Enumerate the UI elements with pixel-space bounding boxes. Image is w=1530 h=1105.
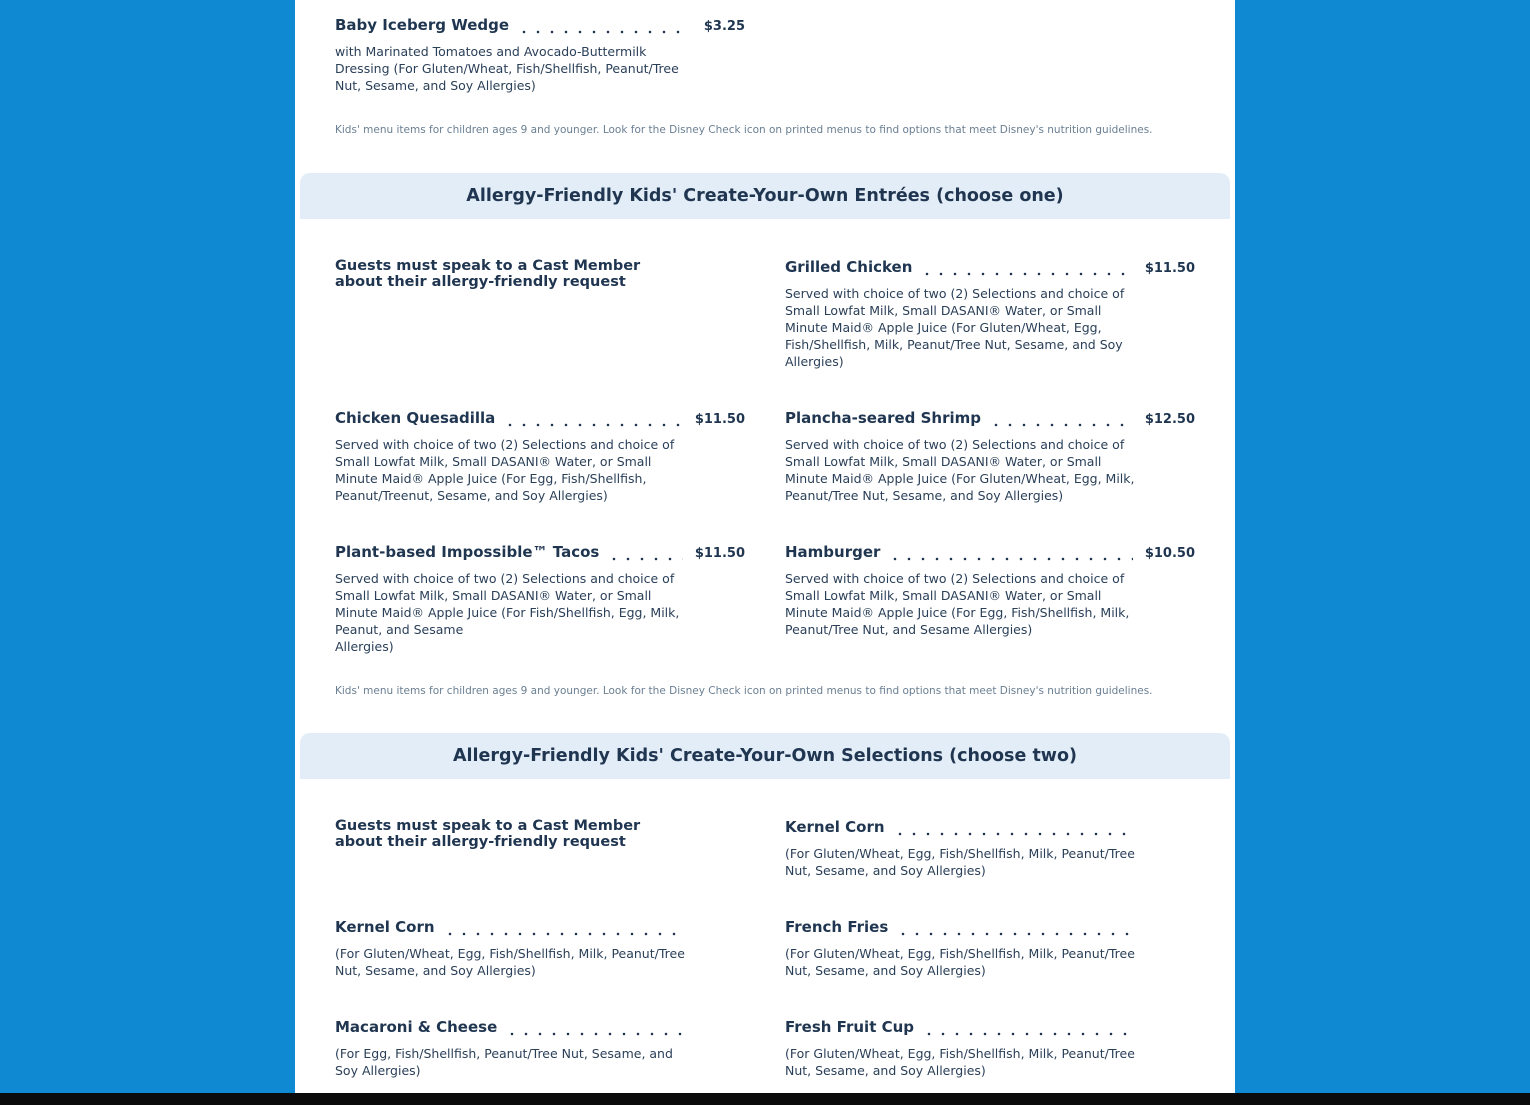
leader-dots [443, 926, 683, 936]
item-description: Served with choice of two (2) Selections and choice of Small Lowfat Milk, Small DASANI® Water, or Small Minute Maid® Apple Juice (For Fish/Shellfish, Egg, Milk, Peanut, and Sesame Allergies) [335, 571, 680, 654]
menu-item [785, 916, 1195, 979]
leader-dots [989, 417, 1133, 427]
leader-dots [922, 1026, 1133, 1036]
item-price: $11.50 [694, 546, 745, 561]
item-name: Fresh Fruit Cup [785, 1018, 915, 1036]
item-name: Kernel Corn [785, 818, 885, 836]
guest-notice: Guests must speak to a Cast Member about their allergy-friendly request [335, 258, 641, 290]
menu-item [785, 1016, 1195, 1079]
section-header-entrees: Allergy-Friendly Kids' Create-Your-Own Entrées (choose one) [300, 173, 1230, 219]
item-name: Grilled Chicken [785, 258, 913, 276]
item-description: (For Gluten/Wheat, Egg, Fish/Shellfish, Milk, Peanut/Tree Nut, Sesame, and Soy Allergies) [785, 946, 1135, 978]
item-description: (For Gluten/Wheat, Egg, Fish/Shellfish, Milk, Peanut/Tree Nut, Sesame, and Soy Allergies) [785, 846, 1135, 878]
item-description: with Marinated Tomatoes and Avocado-Buttermilk Dressing (For Gluten/Wheat, Fish/Shellfish, Peanut/Tree Nut, Sesame, and Soy Allergies) [335, 44, 679, 93]
menu-page [295, 0, 1235, 1093]
bottom-bar [0, 1093, 1530, 1105]
kids-menu-note: Kids' menu items for children ages 9 and younger. Look for the Disney Check icon on printed menus to find options that meet Disney's nutrition guidelines. [335, 124, 1153, 136]
menu-item [785, 407, 1195, 504]
leader-dots [505, 1026, 683, 1036]
menu-item [335, 14, 745, 94]
menu-item [785, 256, 1195, 370]
leader-dots [888, 551, 1133, 561]
item-description: Served with choice of two (2) Selections and choice of Small Lowfat Milk, Small DASANI® Water, or Small Minute Maid® Apple Juice (For Egg, Fish/Shellfish, Peanut/Treenut, Sesame, and Soy Allergies) [335, 437, 675, 503]
menu-item [335, 916, 745, 979]
menu-item [335, 541, 745, 655]
item-name: Hamburger [785, 543, 881, 561]
kids-menu-note: Kids' menu items for children ages 9 and younger. Look for the Disney Check icon on printed menus to find options that meet Disney's nutrition guidelines. [335, 685, 1153, 697]
item-price: $10.50 [1144, 546, 1195, 561]
item-name: Kernel Corn [335, 918, 435, 936]
item-description: (For Gluten/Wheat, Egg, Fish/Shellfish, Milk, Peanut/Tree Nut, Sesame, and Soy Allergies) [785, 1046, 1135, 1078]
leader-dots [920, 266, 1133, 276]
leader-dots [896, 926, 1133, 936]
menu-item [785, 541, 1195, 638]
guest-notice: Guests must speak to a Cast Member about their allergy-friendly request [335, 818, 641, 850]
item-name: Macaroni & Cheese [335, 1018, 498, 1036]
item-description: Served with choice of two (2) Selections and choice of Small Lowfat Milk, Small DASANI® Water, or Small Minute Maid® Apple Juice (For Gluten/Wheat, Egg, Milk, Peanut/Tree Nut, Sesame, and Soy Allergies) [785, 437, 1135, 503]
menu-item [785, 816, 1195, 879]
item-name: Plancha-seared Shrimp [785, 409, 981, 427]
item-price: $11.50 [694, 412, 745, 427]
item-name: Plant-based Impossible™ Tacos [335, 543, 600, 561]
item-description: Served with choice of two (2) Selections and choice of Small Lowfat Milk, Small DASANI® Water, or Small Minute Maid® Apple Juice (For Egg, Fish/Shellfish, Milk, Peanut/Tree Nut, and Sesame Allergies) [785, 571, 1130, 637]
menu-item [335, 407, 745, 504]
item-price: $11.50 [1144, 261, 1195, 276]
section-header-selections: Allergy-Friendly Kids' Create-Your-Own Selections (choose two) [300, 733, 1230, 779]
item-price: $12.50 [1144, 412, 1195, 427]
menu-item [335, 1016, 745, 1079]
item-name: Baby Iceberg Wedge [335, 16, 510, 34]
item-description: (For Egg, Fish/Shellfish, Peanut/Tree Nut, Sesame, and Soy Allergies) [335, 1046, 673, 1078]
leader-dots [607, 551, 683, 561]
item-price: $3.25 [703, 19, 745, 34]
item-description: Served with choice of two (2) Selections and choice of Small Lowfat Milk, Small DASANI® Water, or Small Minute Maid® Apple Juice (For Gluten/Wheat, Egg, Fish/Shellfish, Milk, Peanut/Tree Nut, Sesame, and Soy Allergies) [785, 286, 1125, 369]
item-name: French Fries [785, 918, 889, 936]
leader-dots [503, 417, 683, 427]
leader-dots [893, 826, 1133, 836]
leader-dots [517, 24, 683, 34]
item-name: Chicken Quesadilla [335, 409, 496, 427]
item-description: (For Gluten/Wheat, Egg, Fish/Shellfish, Milk, Peanut/Tree Nut, Sesame, and Soy Allergies) [335, 946, 685, 978]
